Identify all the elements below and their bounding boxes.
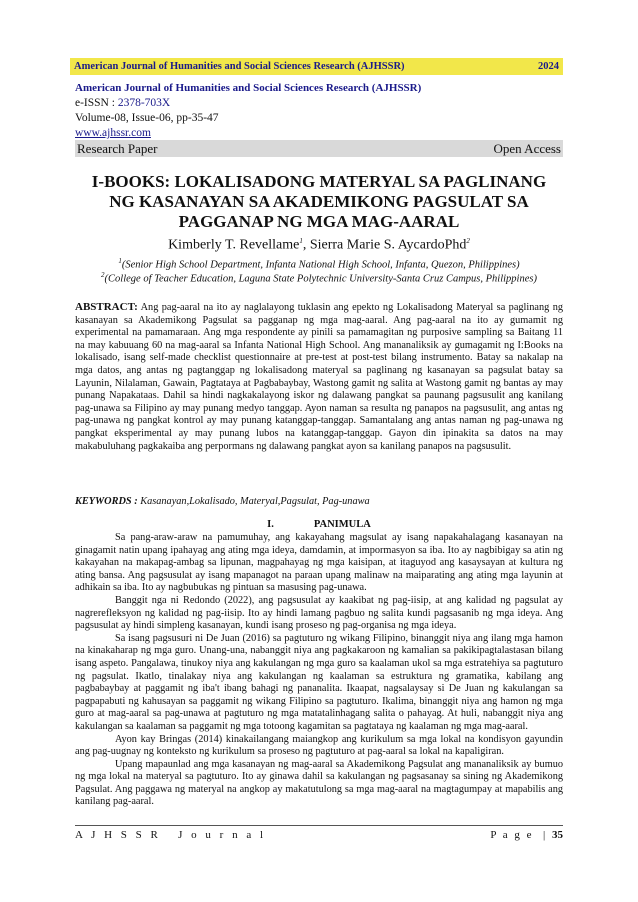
section-number: I.	[267, 519, 274, 530]
affiliation-1-text: (Senior High School Department, Infanta National High School, Infanta, Quezon, Philippines)	[121, 259, 520, 271]
paragraph: Upang mapaunlad ang mga kasanayan ng mag-aaral sa Akademikong Pagsulat ang mananaliksik ay bumuo ng mga lokal na materyal sa pagtuturo. Ito ay ginawa dahil sa kakulangan ng pagsasanay sa sining ng Akademikong Pagsulat. Ang paggawa ng materyal na angkop ay makatutulong sa mga mag-aaral na magtagumpay at mapabilis ang kanilang pag-aaral.	[75, 758, 563, 808]
paragraph: Banggit nga ni Redondo (2022), ang pagsusulat ay kaakibat ng pag-iisip, at ang kalidad ng pagsulat ay nagrerefleksyon ng kalidad ng pag-iisip. Ito ay hindi lamang pagbuo ng salita kundi pagsasanib ng mga ideya. Ang pagsusulat ay hindi simpleng kasanayan, kundi isang proseso ng pag-organisa ng mga ideya.	[75, 594, 563, 632]
paragraph: Sa pang-araw-araw na pamumuhay, ang kakayahang magsulat ay isang napakahalagang kasanayan na ginagamit natin upang ipahayag ang ating mga ideya, damdamin, at impormasyon sa iba. Ito ay nagbibigay sa atin ng kakayahan na makapag-ambag sa lipunan, magpahayag ng mga kaisipan, at itaguyod ang kasaysayan at kultura ng ating bansa. Ang pagsusulat ay isang mapanagot na paraan upang malinaw na maiparating ang ating mga layunin at adhikain sa iba. Ito ay nagbubukas ng pintuan sa masusing pag-unawa.	[75, 532, 563, 594]
eissn-line	[75, 97, 170, 109]
affiliation-2-sup: 2	[101, 271, 105, 279]
paper-title: I-BOOKS: LOKALISADONG MATERYAL SA PAGLINANG NG KASANAYAN SA AKADEMIKONG PAGSULAT SA PAGGANAP NG MGA MAG-AARAL	[91, 172, 547, 231]
keywords	[75, 496, 563, 509]
paper-type: Research Paper	[77, 140, 158, 156]
website-link[interactable]: www.ajhssr.com	[75, 127, 151, 139]
website-line	[75, 127, 151, 139]
eissn-value: 2378-703X	[117, 97, 171, 109]
footer-page	[490, 829, 563, 841]
section-heading	[75, 519, 563, 530]
footer-divider	[75, 825, 563, 826]
eissn-label: e-ISSN :	[75, 97, 118, 109]
page-footer	[75, 829, 563, 841]
authors	[75, 237, 563, 254]
access-type: Open Access	[493, 140, 561, 156]
volume-line: Volume-08, Issue-06, pp-35-47	[75, 112, 219, 124]
author-2-sup: 2	[466, 237, 470, 245]
paragraph: Sa isang pagsusuri ni De Juan (2016) sa pagtuturo ng wikang Filipino, binanggit niya ang ilang mga hamon na kinakaharap ng mga guro. Unang-una, nabanggit niya ang pagkakaroon ng kamalian sa pakikipagtalastasan bilang isang aspeto. Pangalawa, tinukoy niya ang kakulangan ng mga guro sa kaalaman ukol sa mga estratehiya sa pagtuturo ng pagsulat. Ikatlo, tinalakay niya ang kakulangan ng kaalaman sa estruktura ng gramatika, kabilang ang pagbabaybay at paggamit ng iba't ibang bahagi ng pananalita. Ikaapat, nagsalaysay si De Juan ng kakulangan sa pagpapabuti ng kahusayan sa paggamit ng wikang Filipino sa pagtuturo. Ikalima, binanggit niya ang hamon ng mga guro at mag-aaral sa pag-unawa at pagtuturo ng mga matatalinhagang salita o pahayag. At huli, nabanggit niya ang kakulangan sa kaalaman sa paggamit ng mga totoong kagamitan sa pagtataya ng kaalaman ng mga mag-aaral.	[75, 632, 563, 732]
keywords-text: Kasanayan,Lokalisado, Materyal,Pagsulat, Pag-unawa	[137, 496, 370, 507]
author-2: Sierra Marie S. AycardoPhd	[309, 237, 467, 253]
abstract-text: Ang pag-aaral na ito ay naglalayong tuklasin ang epekto ng Lokalisadong Materyal sa paglinang ng kasanayan sa Akademikong Pagsulat sa pagganap ng mga mag-aaral. Ang pag-aaral na ito ay gumamit ng experimental na pamamaraan. Ang mga respondente ay pinili sa pamamagitan ng purposive sampling sa Baitang 11 na may kabuuang 60 na mag-aaral sa Infanta National High School. Ang mananaliksik ay gumagamit ng I:Books na lokalisado, isang self-made checklist questionnaire at pre-test at post-test bilang instrumento. Batay sa nakalap na mga datos, ang antas ng pagtanggap ng lokalisadong materyal sa paglinang ng kasanayan sa pagsulat batay sa Layunin, Nilalaman, Gawain, Pagtataya at Pagbabaybay, Wastong gamit ng salita at Wastong gamit ng bantas ay may punang Napakataas. Dahil sa hindi nagkakalayong iskor ng dalawang pangkat sa paunang pagsusulit ang kanilang pag-unawa sa Filipino ay may punang medyo tanggap. Ayon naman sa resulta ng panapos na pagsusulit, ang antas ng pag-unawa ng pangkat kontrol ay may punang katanggap-tanggap. Samantalang ang antas naman ng pag-unawa ng pangkat eksperimental ay may punang lubos na katanggap-tanggap. Gayon din ipinakita sa datos na may makabuluhang pagkakaiba ang perpormans ng dalawang pangkat ayon sa kanilang panapos na pagsusulit.	[75, 302, 563, 452]
paper-type-band	[75, 140, 563, 157]
keywords-label: KEYWORDS :	[75, 496, 138, 507]
banner-journal-name: American Journal of Humanities and Social Sciences Research (AJHSSR)	[74, 61, 405, 72]
affiliation-2-text: (College of Teacher Education, Laguna State Polytechnic University-Santa Cruz Campus, Philippines)	[104, 273, 537, 285]
footer-page-number: 35	[552, 829, 563, 841]
banner-year: 2024	[538, 61, 559, 72]
journal-banner	[70, 58, 563, 75]
introduction-body	[75, 532, 563, 809]
abstract	[75, 301, 563, 453]
affiliation-1-sup: 1	[118, 257, 122, 265]
journal-name: American Journal of Humanities and Social Sciences Research (AJHSSR)	[75, 82, 422, 94]
affiliation-2	[75, 271, 563, 285]
footer-page-label: P a g e |	[490, 829, 552, 841]
section-title: PANIMULA	[313, 519, 371, 530]
author-1-sup: 1	[299, 237, 303, 245]
footer-journal: A J H S S R J o u r n a l	[75, 829, 267, 841]
affiliation-1	[75, 257, 563, 271]
author-separator: ,	[302, 237, 310, 253]
paragraph: Ayon kay Bringas (2014) kinakailangang maiangkop ang kurikulum sa mga lokal na kondisyon gayundin ang pag-uugnay ng konteksto ng kurikulum sa proseso ng pagtuturo at pag-aaral sa lokal na kapaligiran.	[75, 733, 563, 758]
abstract-label: ABSTRACT:	[75, 301, 138, 313]
author-1: Kimberly T. Revellame	[168, 237, 300, 253]
